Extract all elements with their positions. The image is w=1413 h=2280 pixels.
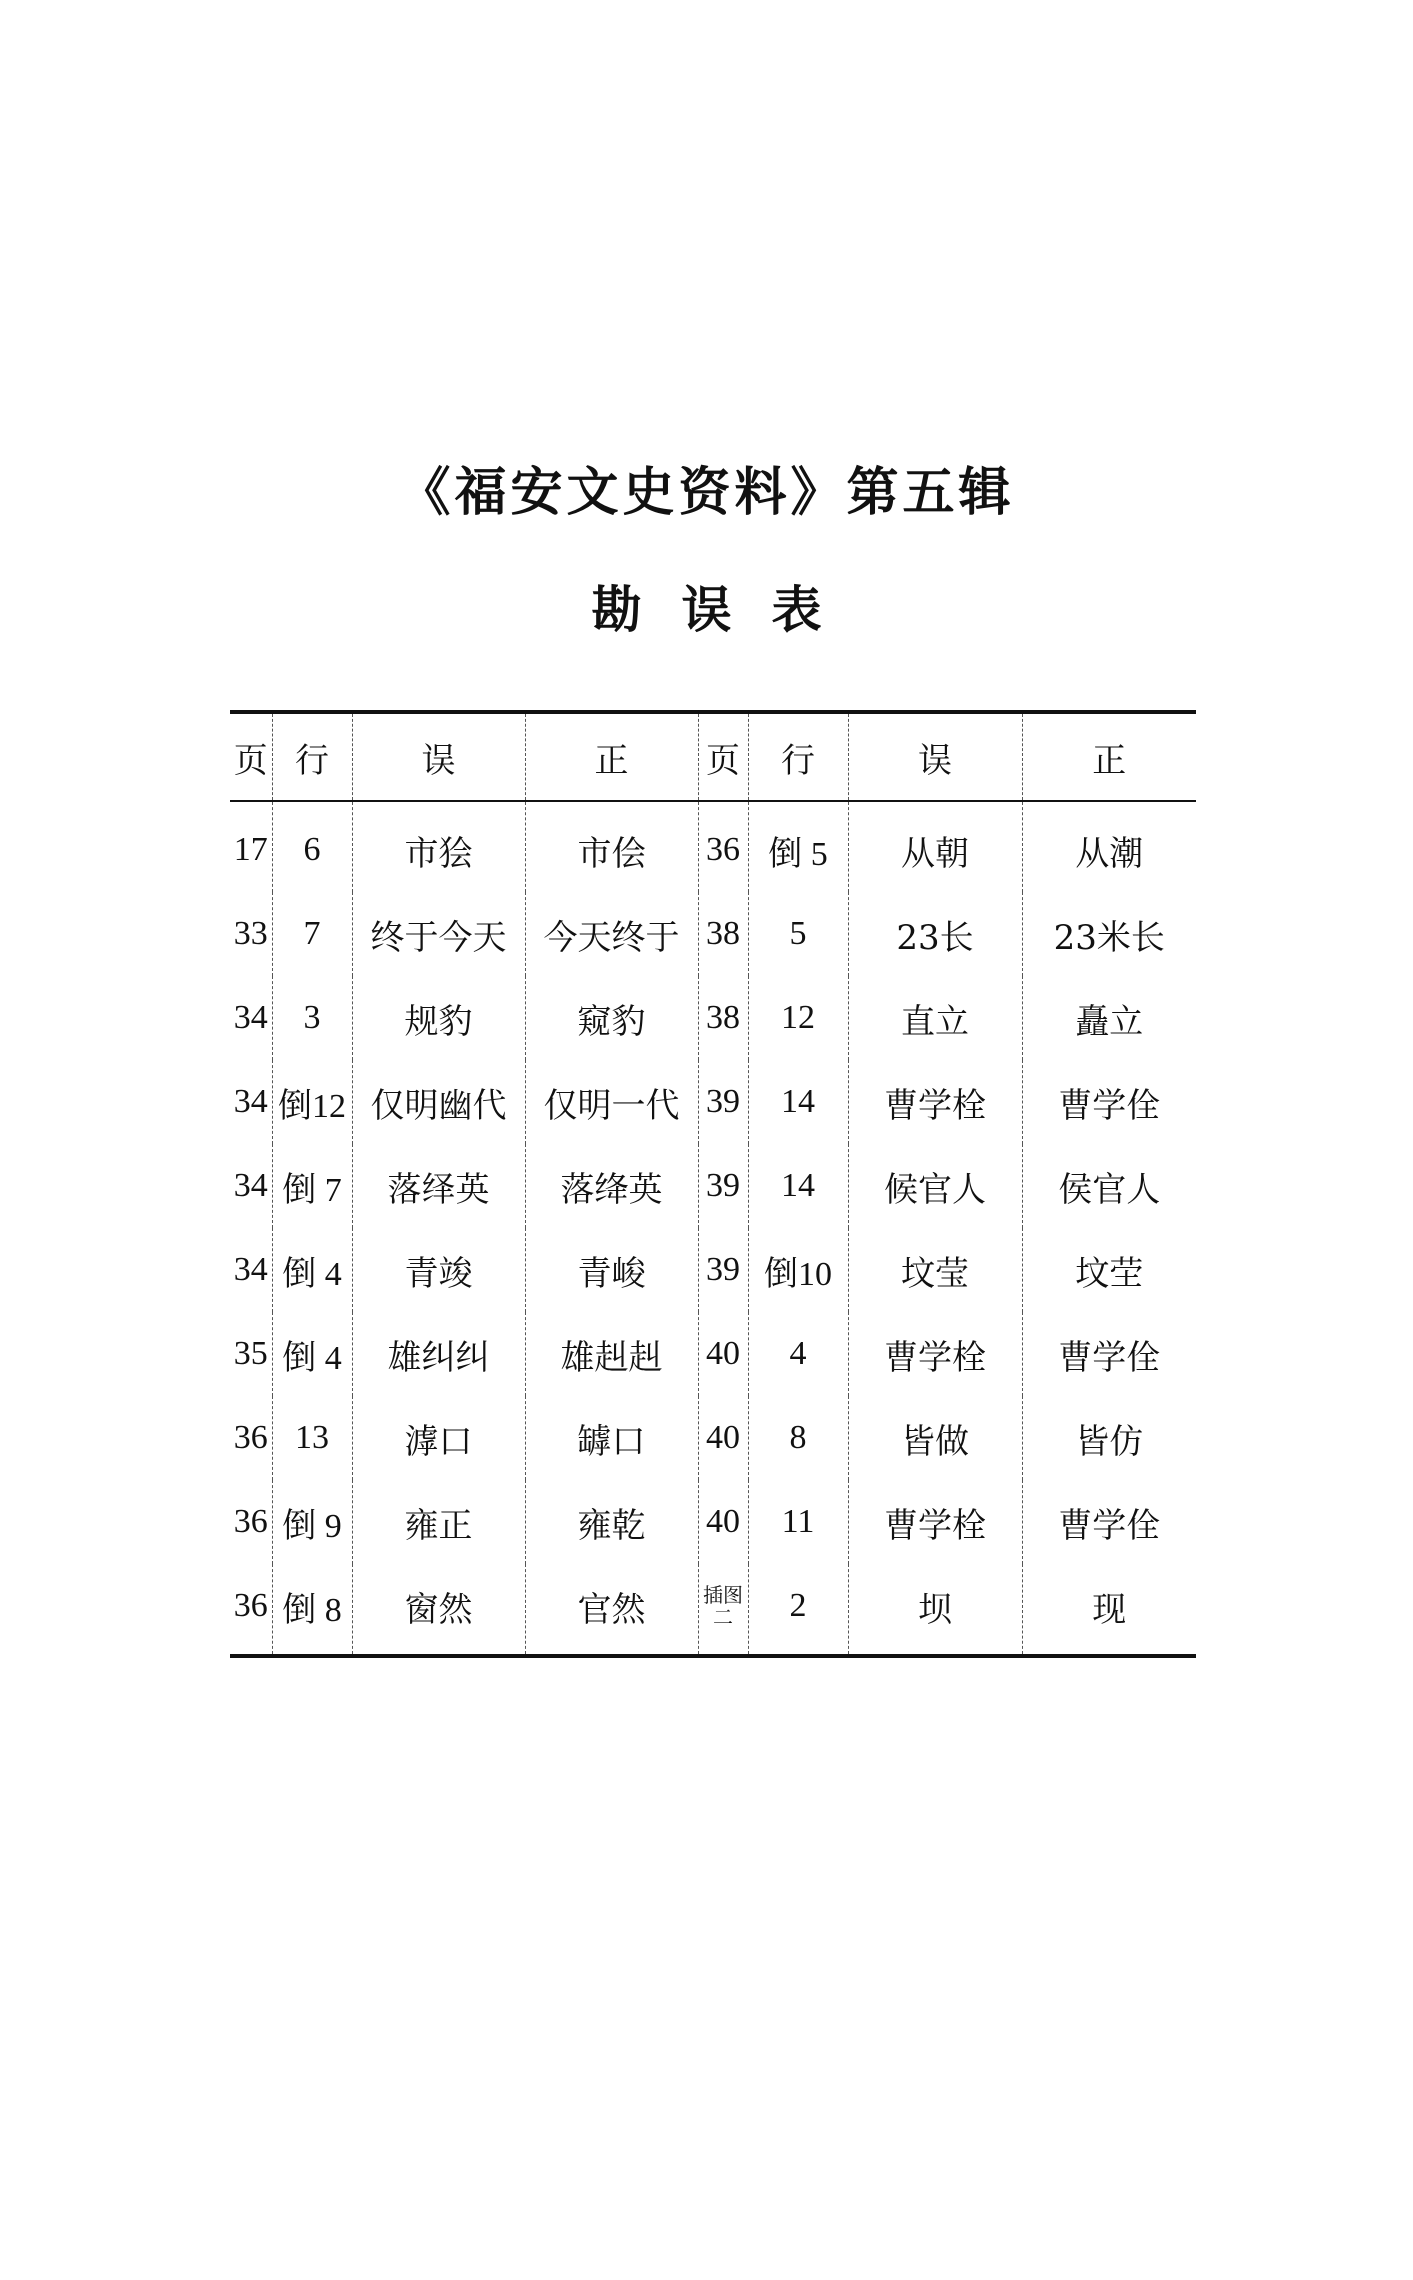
table-row [230,1312,1196,1396]
line-cell: 倒 7 [272,1144,352,1228]
correction-cell-2: 曹学佺 [1022,1312,1196,1396]
line-cell-2: 4 [748,1312,848,1396]
line-cell-2: 14 [748,1060,848,1144]
line-cell: 倒 4 [272,1312,352,1396]
correction-cell: 仅明一代 [525,1060,698,1144]
error-cell-2: 曹学栓 [848,1060,1022,1144]
error-cell-2: 曹学栓 [848,1312,1022,1396]
table-row [230,1564,1196,1656]
correction-cell: 官然 [525,1564,698,1656]
correction-cell: 青峻 [525,1228,698,1312]
error-cell-2: 坝 [848,1564,1022,1656]
error-cell-2: 直立 [848,976,1022,1060]
page-cell: 36 [233,1419,268,1456]
error-cell: 滹口 [352,1396,525,1480]
line-cell: 3 [272,976,352,1060]
line-cell: 倒 8 [272,1564,352,1656]
page-cell-2: 38 [698,976,748,1060]
line-cell-2: 12 [748,976,848,1060]
errata-heading: 勘误表 [591,580,862,639]
error-cell-2: 23长 [848,892,1022,976]
page-cell-2: 插图二 [698,1564,748,1656]
correction-cell-2: 矗立 [1022,976,1196,1060]
line-cell-2: 2 [748,1564,848,1656]
table-row [230,892,1196,976]
page-cell-2: 40 [698,1396,748,1480]
line-cell: 7 [272,892,352,976]
page-cell-2: 39 [698,1144,748,1228]
page-cell-2: 39 [698,1228,748,1312]
page-cell: 34 [233,1083,268,1120]
page-cell-2: 38 [698,892,748,976]
page-cell: 17 [233,831,268,868]
table-row [230,801,1196,892]
correction-cell-2: 侯官人 [1022,1144,1196,1228]
table-row [230,1144,1196,1228]
error-cell: 雄纠纠 [352,1312,525,1396]
line-cell-2: 14 [748,1144,848,1228]
header-correction-2: 正 [1022,712,1196,801]
header-page: 页 [230,712,272,801]
error-cell-2: 从朝 [848,801,1022,892]
page-cell-2: 36 [698,801,748,892]
page-cell-2: 40 [698,1480,748,1564]
correction-cell: 落绛英 [525,1144,698,1228]
error-cell-2: 曹学栓 [848,1480,1022,1564]
page-cell: 36 [233,1587,268,1624]
error-cell-2: 候官人 [848,1144,1022,1228]
correction-cell-2: 现 [1022,1564,1196,1656]
error-cell-2: 皆做 [848,1396,1022,1480]
line-cell: 倒 4 [272,1228,352,1312]
page-cell: 34 [233,999,268,1036]
page-cell: 36 [233,1503,268,1540]
correction-cell: 雄赳赳 [525,1312,698,1396]
correction-cell: 窥豹 [525,976,698,1060]
error-cell-2: 坟莹 [848,1228,1022,1312]
correction-cell: 今天终于 [525,892,698,976]
page-cell-2: 39 [698,1060,748,1144]
header-error-2: 误 [848,712,1022,801]
correction-cell: 罅口 [525,1396,698,1480]
error-cell: 青竣 [352,1228,525,1312]
table-row [230,1396,1196,1480]
header-row [230,712,1196,801]
errata-table [230,710,1196,1658]
line-cell: 13 [272,1396,352,1480]
line-cell-2: 8 [748,1396,848,1480]
page-cell: 34 [233,1251,268,1288]
correction-cell-2: 曹学佺 [1022,1060,1196,1144]
error-cell: 仅明幽代 [352,1060,525,1144]
correction-cell-2: 曹学佺 [1022,1480,1196,1564]
correction-cell: 市侩 [525,801,698,892]
header-correction: 正 [525,712,698,801]
page-cell-2: 40 [698,1312,748,1396]
table-row [230,976,1196,1060]
page-cell: 34 [233,1167,268,1204]
correction-cell-2: 坟茔 [1022,1228,1196,1312]
line-cell: 倒 9 [272,1480,352,1564]
correction-cell-2: 皆仿 [1022,1396,1196,1480]
line-cell: 6 [272,801,352,892]
line-cell-2: 倒 5 [748,801,848,892]
correction-cell-2: 23米长 [1022,892,1196,976]
table-row [230,1228,1196,1312]
line-cell-2: 倒10 [748,1228,848,1312]
error-cell: 落绎英 [352,1144,525,1228]
correction-cell: 雍乾 [525,1480,698,1564]
error-cell: 规豹 [352,976,525,1060]
line-cell-2: 11 [748,1480,848,1564]
table-row [230,1060,1196,1144]
correction-cell-2: 从潮 [1022,801,1196,892]
header-page-2: 页 [698,712,748,801]
table-row [230,1480,1196,1564]
error-cell: 窗然 [352,1564,525,1656]
page-title: 《福安文史资料》第五辑 [398,462,1015,523]
header-error: 误 [352,712,525,801]
line-cell-2: 5 [748,892,848,976]
page-cell: 35 [233,1335,268,1372]
line-cell: 倒12 [272,1060,352,1144]
error-cell: 市狯 [352,801,525,892]
header-line-2: 行 [748,712,848,801]
header-line: 行 [272,712,352,801]
page-cell: 33 [233,915,268,952]
error-cell: 终于今天 [352,892,525,976]
error-cell: 雍正 [352,1480,525,1564]
